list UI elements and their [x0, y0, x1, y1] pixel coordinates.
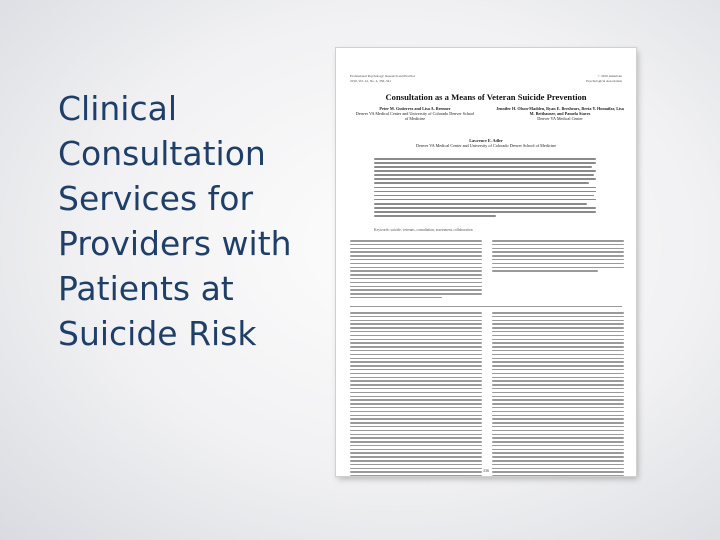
title-line: Clinical: [58, 89, 177, 128]
author-notes-right: [492, 312, 624, 476]
masthead-line: Professional Psychology: Research and Practice: [350, 74, 416, 78]
copyright-notice: [586, 74, 622, 83]
author-notes-left: [350, 312, 482, 476]
copyright-line: © 2010 American: [597, 74, 622, 78]
author-block-center: [406, 138, 566, 148]
author-names: Peter M. Gutierrez and Lisa A. Brenner: [379, 106, 451, 111]
title-line: Consultation: [58, 134, 266, 173]
author-affiliation: Denver VA Medical Center and University of Colorado Denver School of Medicine: [416, 143, 556, 149]
slide-title: [58, 86, 328, 356]
body-column-right: [492, 240, 624, 274]
title-line: Suicide Risk: [58, 314, 257, 353]
journal-article-image: [336, 48, 636, 476]
author-names: Jennifer H. Olson-Madden, Ryan E. Breshears, Beeta Y. Homaifar, Lisa M. Betthauser, and Pamela Staves: [496, 106, 624, 117]
copyright-line: Psychological Association: [586, 78, 622, 83]
title-line: Patients at: [58, 269, 234, 308]
section-divider: [350, 306, 622, 307]
keywords-line: Keywords: suicide, veterans, consultation, assessment, collaboration: [374, 228, 473, 232]
title-line: Services for: [58, 179, 254, 218]
author-affiliation: Denver VA Medical Center and University of Colorado Denver School of Medicine: [355, 111, 475, 122]
title-line: Providers with: [58, 224, 292, 263]
masthead-line: 2010, Vol. 41, No. 4, 336–341: [350, 78, 391, 83]
author-block-left: [354, 106, 476, 122]
author-affiliation: Denver VA Medical Center: [537, 116, 583, 122]
article-title: Consultation as a Means of Veteran Suicide Prevention: [385, 92, 587, 102]
page-number: 336: [483, 468, 489, 473]
author-names: Lawrence E. Adler: [469, 138, 503, 143]
journal-masthead: [350, 74, 415, 83]
author-block-right: [496, 106, 624, 122]
body-column-left: [350, 240, 482, 301]
abstract-text: [374, 158, 596, 219]
